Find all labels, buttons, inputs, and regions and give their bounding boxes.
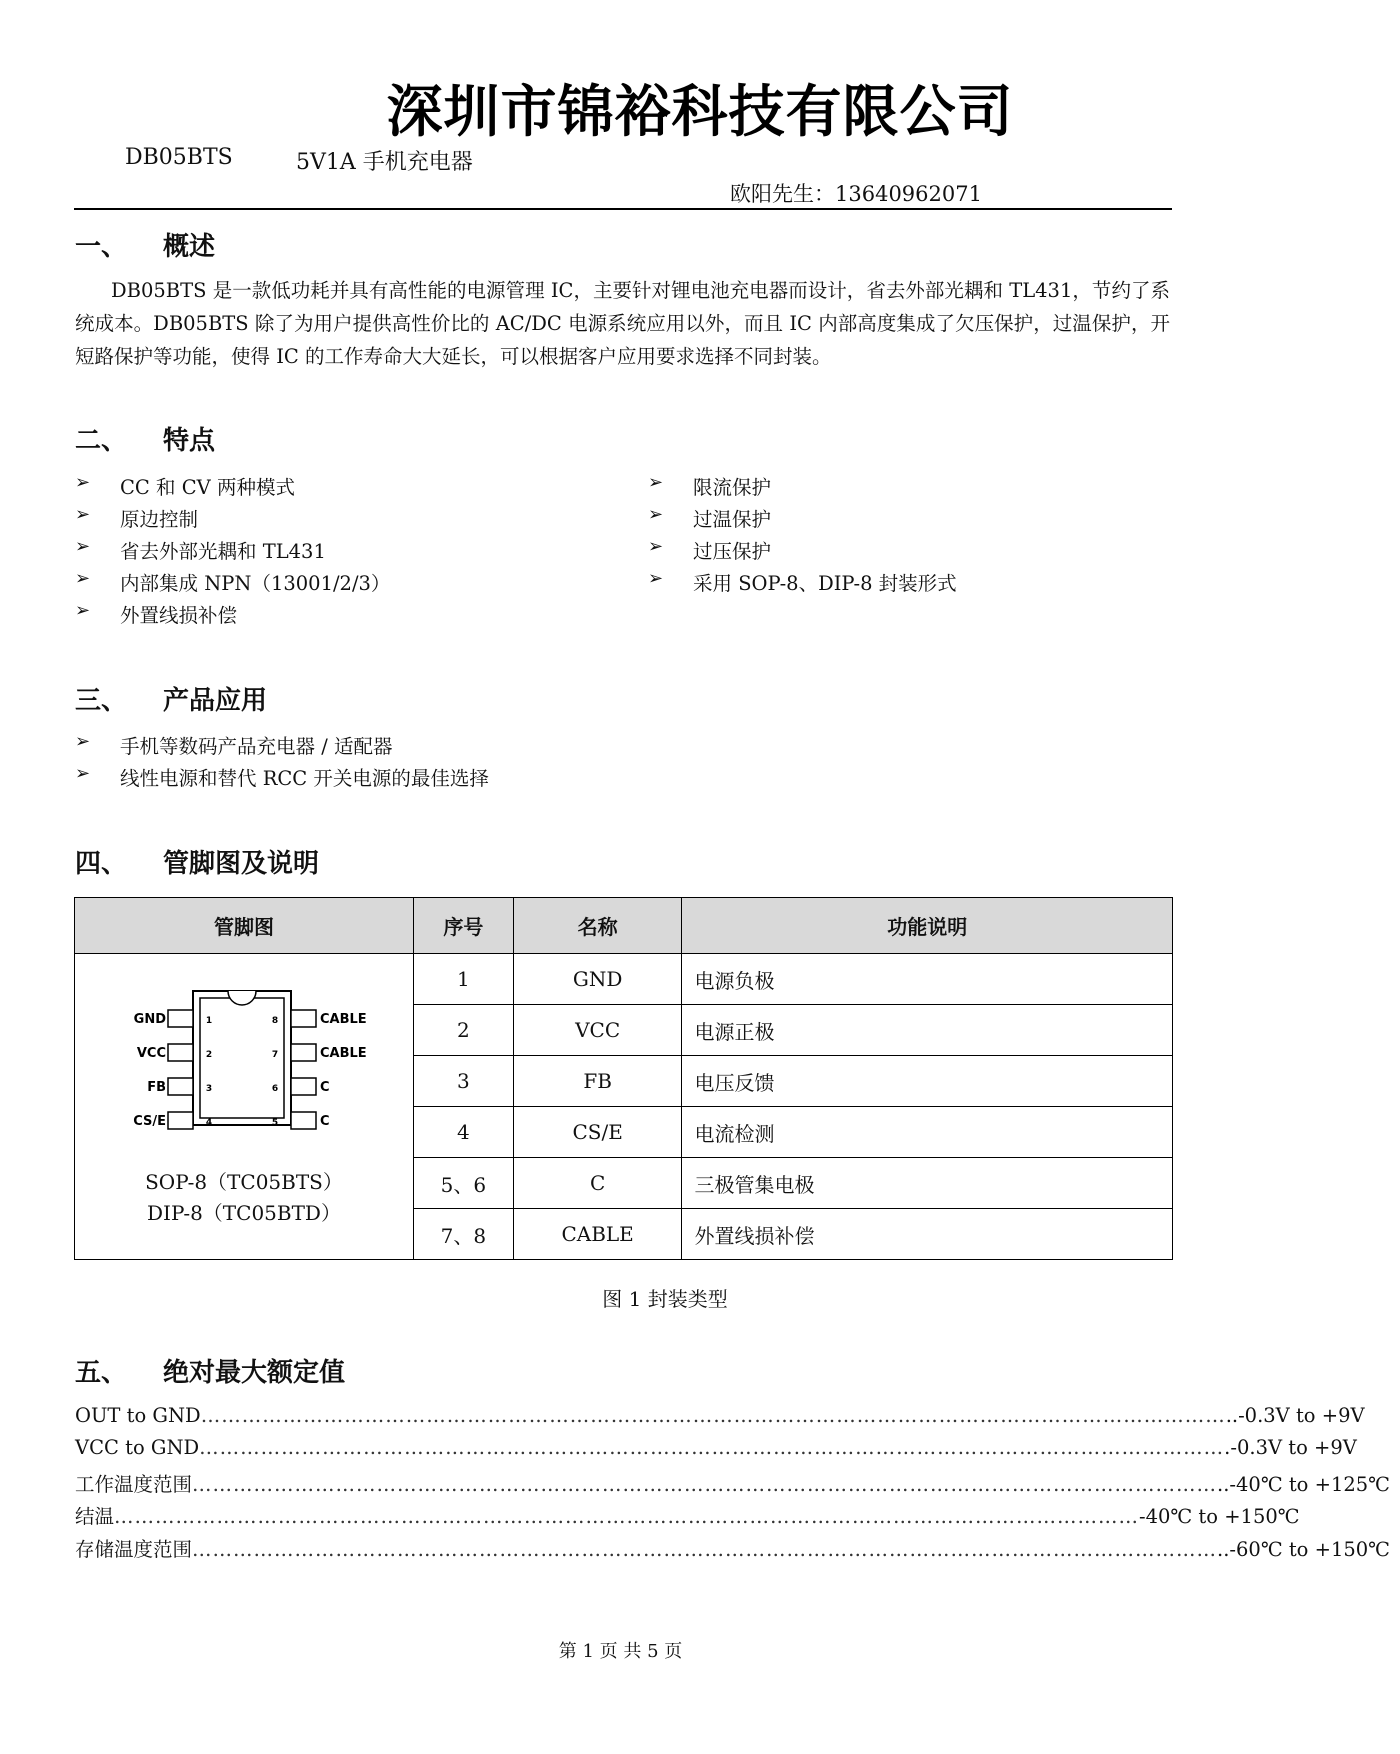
- rating-row: [75, 1534, 1390, 1564]
- section-title: 概述: [163, 232, 216, 262]
- pin-description: 电源负极: [682, 954, 1173, 1005]
- arrow-bullet-icon: ➢: [75, 731, 91, 752]
- rating-row: [75, 1404, 1365, 1434]
- arrow-bullet-icon: ➢: [75, 472, 91, 493]
- arrow-bullet-icon: ➢: [648, 568, 664, 589]
- pin-number: 7、8: [414, 1209, 514, 1260]
- section-number: 五、: [75, 1358, 128, 1388]
- pin-label-4: CS/E: [133, 1114, 166, 1129]
- pin-name: FB: [513, 1056, 682, 1107]
- pin-description: 三极管集电极: [682, 1158, 1173, 1209]
- model-number: DB05BTS: [125, 145, 233, 170]
- pin-description: 外置线损补偿: [682, 1209, 1173, 1260]
- rating-value: -40℃ to +150℃: [1139, 1505, 1300, 1528]
- column-header: 序号: [414, 898, 514, 954]
- pin-label-5: C: [320, 1114, 330, 1129]
- pin-number-4: 4: [205, 1118, 213, 1128]
- section-number: 三、: [75, 686, 128, 716]
- pin-name: C: [513, 1158, 682, 1209]
- pin-number-5: 5: [271, 1118, 279, 1128]
- ic-package-diagram: [75, 954, 413, 1154]
- applications-list: ➢ 手机等数码产品充电器 / 适配器 ➢ 线性电源和替代 RCC 开关电源的最佳选择: [75, 731, 489, 790]
- dot-leader: ……………………………………………………………………………………………………………………………………: [200, 1404, 1226, 1427]
- section-number: 二、: [75, 426, 128, 456]
- figure-caption: 图 1 封装类型: [602, 1287, 728, 1311]
- table-header-row: [75, 898, 1173, 954]
- dot-leader: ……………………………………………………………………………………………………………………………………: [192, 1473, 1218, 1496]
- pin-number: 4: [414, 1107, 514, 1158]
- pin-description: 电流检测: [682, 1107, 1173, 1158]
- contact-info: 欧阳先生：13640962071: [730, 182, 982, 206]
- section-heading-overview: [75, 226, 475, 262]
- rating-label: VCC to GND: [75, 1436, 200, 1459]
- section-number: 四、: [75, 849, 128, 879]
- section-title: 管脚图及说明: [163, 849, 320, 879]
- rating-value: .-0.3V to +9V: [1224, 1436, 1357, 1459]
- dot-leader: ……………………………………………………………………………………………………………………………………: [192, 1538, 1218, 1561]
- overview-paragraph: [75, 274, 1170, 373]
- rating-label: 结温: [75, 1505, 115, 1528]
- rating-value: ..-0.3V to +9V: [1225, 1404, 1365, 1427]
- section-heading-features: [75, 420, 475, 456]
- pin-name: CABLE: [513, 1209, 682, 1260]
- rating-row: [75, 1501, 1300, 1531]
- pin-number-2: 2: [205, 1050, 213, 1060]
- rating-row: [75, 1436, 1357, 1466]
- pin-number: 1: [414, 954, 514, 1005]
- features-list-left: ➢ CC 和 CV 两种模式 ➢ 原边控制 ➢ 省去外部光耦和 TL431 ➢ 内部集成 NPN（13001/2/3） ➢ 外置线损补偿: [75, 472, 391, 627]
- column-header: 名称: [513, 898, 682, 954]
- dot-leader: ……………………………………………………………………………………………………………………………………: [114, 1505, 1140, 1528]
- rating-row: [75, 1469, 1390, 1499]
- company-name: 深圳市锦裕科技有限公司: [386, 80, 1014, 145]
- pin-label-3: FB: [147, 1080, 166, 1095]
- pin-table: [74, 897, 1173, 1260]
- section-title: 绝对最大额定值: [163, 1358, 346, 1388]
- pin-description: 电源正极: [682, 1005, 1173, 1056]
- pin-number-7: 7: [271, 1050, 279, 1060]
- rating-value: ..-60℃ to +150℃: [1217, 1538, 1390, 1561]
- section-title: 特点: [163, 426, 216, 456]
- ratings-list: [75, 1404, 1390, 1564]
- package-dip8: DIP-8（TC05BTD）: [147, 1201, 341, 1225]
- pin-label-2: VCC: [136, 1046, 166, 1061]
- arrow-bullet-icon: ➢: [75, 568, 91, 589]
- pin-number: 3: [414, 1056, 514, 1107]
- pin-label-1: GND: [133, 1012, 166, 1027]
- page-footer: 第 1 页 共 5 页: [558, 1641, 683, 1662]
- arrow-bullet-icon: ➢: [75, 504, 91, 525]
- section-heading-applications: [75, 680, 475, 716]
- package-names: [75, 1167, 413, 1229]
- column-header: 管脚图: [75, 898, 414, 954]
- pin-label-8: CABLE: [320, 1012, 367, 1027]
- section-heading-ratings: [75, 1352, 575, 1388]
- column-header: 功能说明: [682, 898, 1173, 954]
- table-row: [75, 954, 1173, 1005]
- pin-number-1: 1: [205, 1016, 213, 1026]
- pin-number: 5、6: [414, 1158, 514, 1209]
- pin-number-8: 8: [271, 1016, 279, 1026]
- product-name: 5V1A 手机充电器: [296, 150, 473, 175]
- header-divider: [74, 208, 1172, 210]
- overview-text: DB05BTS 是一款低功耗并具有高性能的电源管理 IC，主要针对锂电池充电器而设计，省去外部光耦和 TL431，节约了系统成本。DB05BTS 除了为用户提供高性价比的 AC/DC 电源系统应用以外，而且 IC 内部高度集成了欠压保护，过温保护，开短路保护等功能，使得 IC 的工作寿命大大延长，可以根据客户应用要求选择不同封装。: [75, 279, 1170, 368]
- pin-label-6: C: [320, 1080, 330, 1095]
- dot-leader: ……………………………………………………………………………………………………………………………………: [199, 1436, 1225, 1459]
- section-number: 一、: [75, 232, 128, 262]
- pin-name: CS/E: [513, 1107, 682, 1158]
- pin-diagram-cell: [75, 954, 414, 1260]
- pin-number-3: 3: [205, 1084, 213, 1094]
- pin-description: 电压反馈: [682, 1056, 1173, 1107]
- rating-label: OUT to GND: [75, 1404, 201, 1427]
- rating-value: ..-40℃ to +125℃: [1217, 1473, 1390, 1496]
- section-title: 产品应用: [163, 686, 268, 716]
- arrow-bullet-icon: ➢: [75, 536, 91, 557]
- rating-label: 存储温度范围: [75, 1538, 193, 1561]
- arrow-bullet-icon: ➢: [75, 600, 91, 621]
- package-sop8: SOP-8（TC05BTS）: [145, 1170, 343, 1194]
- pin-name: GND: [513, 954, 682, 1005]
- pin-number-6: 6: [271, 1084, 279, 1094]
- arrow-bullet-icon: ➢: [648, 536, 664, 557]
- arrow-bullet-icon: ➢: [648, 472, 664, 493]
- arrow-bullet-icon: ➢: [75, 763, 91, 784]
- features-list-right: ➢ 限流保护 ➢ 过温保护 ➢ 过压保护 ➢ 采用 SOP-8、DIP-8 封装形式: [648, 472, 957, 595]
- section-heading-pins: [75, 843, 575, 879]
- pin-label-7: CABLE: [320, 1046, 367, 1061]
- pin-number: 2: [414, 1005, 514, 1056]
- pin-name: VCC: [513, 1005, 682, 1056]
- arrow-bullet-icon: ➢: [648, 504, 664, 525]
- rating-label: 工作温度范围: [75, 1473, 193, 1496]
